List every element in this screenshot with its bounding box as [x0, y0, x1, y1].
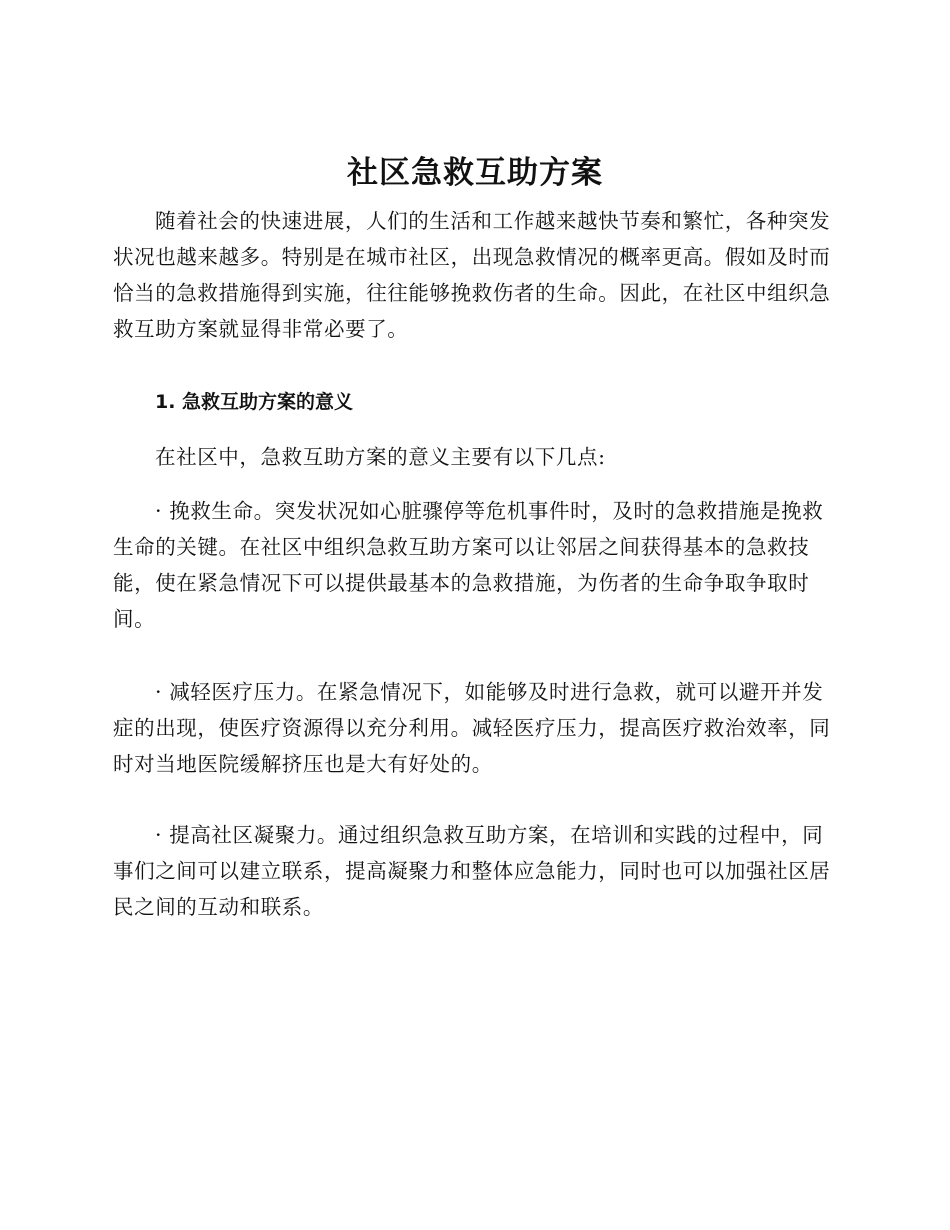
- document-title: 社区急救互助方案: [347, 155, 603, 191]
- bullet-item-community-cohesion: · 提高社区凝聚力。通过组织急救互助方案，在培训和实践的过程中，同事们之间可以建立联系，提高凝聚力和整体应急能力，同时也可以加强社区居民之间的互动和联系。: [113, 823, 831, 919]
- section-lead-paragraph: 在社区中，急救互助方案的意义主要有以下几点:: [155, 445, 606, 469]
- bullet-item-reduce-medical-pressure: · 减轻医疗压力。在紧急情况下，如能够及时进行急救，就可以避开并发症的出现，使医疗资源得以充分利用。减轻医疗压力，提高医疗救治效率，同时对当地医院缓解挤压也是大有好处的。: [113, 680, 831, 776]
- section-heading: 1. 急救互助方案的意义: [155, 391, 354, 413]
- bullet-item-save-life: · 挽救生命。突发状况如心脏骤停等危机事件时，及时的急救措施是挽救生命的关键。在社区中组织急救互助方案可以让邻居之间获得基本的急救技能，使在紧急情况下可以提供最基本的急救措施，为伤者的生命争取争取时间。: [113, 499, 824, 631]
- intro-paragraph: 随着社会的快速进展，人们的生活和工作越来越快节奏和繁忙，各种突发状况也越来越多。特别是在城市社区，出现急救情况的概率更高。假如及时而恰当的急救措施得到实施，往往能够挽救伤者的生命。因此，在社区中组织急救互助方案就显得非常必要了。: [113, 209, 831, 341]
